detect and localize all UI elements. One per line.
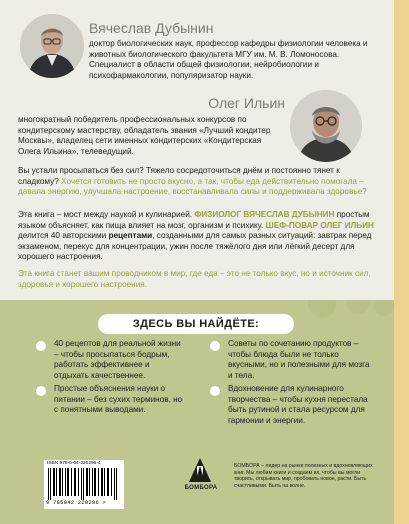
publisher-description: БОМБОРА – лидер на рынке полезных и вдохновляющих книг. Мы любим книги и создаем их, чтобы вы могли творить, открывать мир, пробовать новое, расти. Быть счастливыми. Быть на волне. <box>234 463 373 489</box>
bullet-icon <box>210 386 220 396</box>
author2-name: Олег Ильин <box>208 95 285 111</box>
author2-bio: многократный победитель профессиональных конкурсов по кондитерскому мастерству, обладатель звания «Лучший кондитер Москвы», владелец сети именных кондитерских «Кондитерская Олега Ильина», телеведущий. <box>18 115 271 156</box>
barcode-digits: 9 785042 220296 > <box>46 500 107 506</box>
author1-photo <box>20 14 84 78</box>
isbn-label: ISBN 978-5-04-220296-4 <box>47 461 101 466</box>
logo-text: БОМБОРА <box>184 485 218 491</box>
recipes-emphasis: рецептами <box>108 231 153 241</box>
bullet-icon <box>210 341 220 351</box>
feature-text: 40 рецептов для реальной жизни – чтобы просыпаться бодрым, работать эффективнее и отдыхать качественнее. <box>54 339 181 380</box>
intro-question: Вы устали просыпаться без сил? Тяжело сосредоточиться днём и постоянно тянет к сладкому? <box>18 166 340 186</box>
author1-bio: доктор биологических наук, профессор кафедры физиологии человека и животных биологического факультета МГУ им. М. В. Ломоносова. Специалист в области общей физиологии, нейробиологии и психофармакологии, популяризатор науки. <box>89 39 368 80</box>
description-text-3: делится 40 авторскими <box>18 231 109 241</box>
author1-highlight: ФИЗИОЛОГ ВЯЧЕСЛАВ ДУБЫНИН <box>194 210 335 219</box>
author2-highlight: ШЕФ-ПОВАР ОЛЕГ ИЛЬИН <box>265 220 374 230</box>
description-paragraph <box>18 210 380 263</box>
feature-item <box>36 384 186 416</box>
feature-text: Советы по сочетанию продуктов – чтобы блюда были не только вкусными, но и полезными для мозга и тела. <box>228 339 370 380</box>
barcode <box>44 460 124 509</box>
author2-photo <box>290 90 362 162</box>
author1-name: Вячеслав Дубынин <box>89 20 214 36</box>
feature-item <box>210 384 370 426</box>
feature-item <box>210 339 370 381</box>
bombora-logo-icon <box>175 456 225 486</box>
description-text-1: Эта книга – мост между наукой и кулинарией. <box>18 210 195 219</box>
intro-highlight: Хочется готовить не просто вкусно, а так, чтобы еда действительно помогала – давала энергию, улучшала настроение, восстанавливала силы и поддерживала здоровье? <box>18 176 367 197</box>
feature-text: Простые объяснения науки о питании – без сухих терминов, но с понятными выводами. <box>54 384 183 414</box>
fruit-decoration-icon <box>300 300 394 334</box>
feature-text: Вдохновение для кулинарного творчества – чтобы кухня перестала быть рутиной и стала ресурсом для гармонии и энергии. <box>228 384 368 425</box>
barcode-bars-icon <box>48 468 120 500</box>
bullet-icon <box>36 386 46 396</box>
book-spine-edge <box>394 0 409 524</box>
feature-item <box>36 339 186 381</box>
intro-paragraph <box>18 166 380 198</box>
description-text-2: простым языком объясняет, как пища влияет на мозг, организм и психику. <box>18 210 370 230</box>
closing-paragraph: Эта книга станет вашим проводником в мир, где еда – это не только вкус, но и источник сил, здоровья и хорошего настроения. <box>18 269 371 289</box>
section-title: ЗДЕСЬ ВЫ НАЙДЁТЕ: <box>98 314 294 334</box>
bullet-icon <box>36 341 46 351</box>
description-text-4: , созданными для самых разных ситуаций: завтрак перед экзаменом, перекус для концентрации, ужин после тяжёлого дня или лёгкий десерт для хорошего настроения. <box>18 231 372 262</box>
